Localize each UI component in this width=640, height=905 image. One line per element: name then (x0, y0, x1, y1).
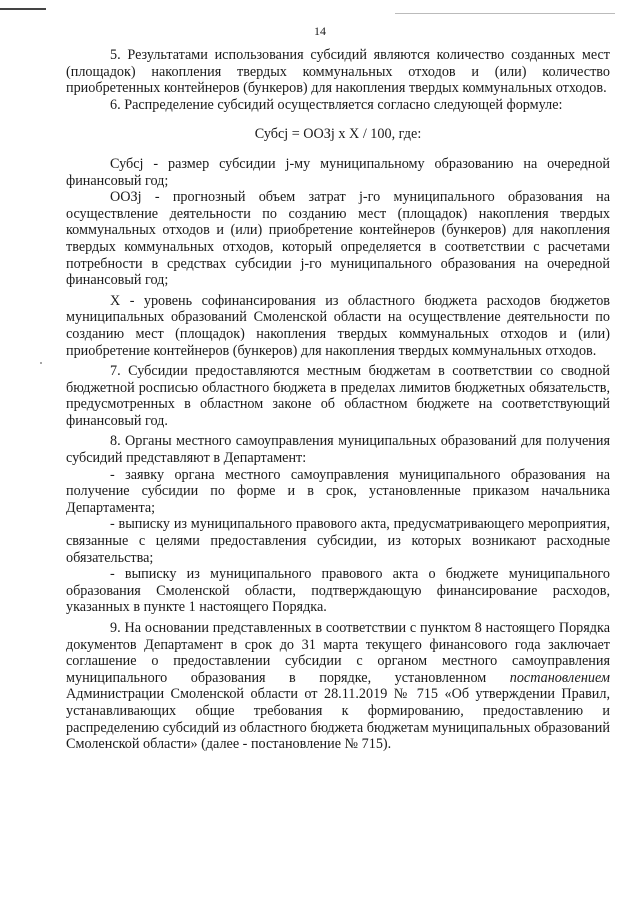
paragraph-8-item-1: - заявку органа местного самоуправления муниципального образования на получение субсидии по форме и в срок, установленные приказом начальника Департамента; (66, 466, 610, 516)
document-body (66, 47, 610, 753)
paragraph-5: 5. Результатами использования субсидий являются количество созданных мест (площадок) накопления твердых коммунальных отходов и (или) количество приобретенных контейнеров (бункеров) для накопления твердых коммунальных отходов. (66, 47, 610, 97)
paragraph-9 (66, 620, 610, 753)
page-number: 14 (314, 24, 326, 38)
definition-subsidy: Субсj - размер субсидии j-му муниципальному образованию на очередной финансовый год; (66, 155, 610, 189)
definition-ooz: ООЗj - прогнозный объем затрат j-го муниципального образования на осуществление деятельности по созданию мест (площадок) накопления твердых коммунальных отходов и (или) приобретение контейнеров (бункеров) для накопления твердых коммунальных отходов, который определяется в соответствии с расчетами потребности в средствах субсидии j-го муниципального образования на очередной финансовый год; (66, 189, 610, 289)
paragraph-6: 6. Распределение субсидий осуществляется согласно следующей формуле: (110, 96, 563, 113)
paragraph-8-item-3: - выписку из муниципального правового акта о бюджете муниципального образования Смоленской области, подтверждающую финансирование расходов, указанных в пункте 1 настоящего Порядка. (66, 566, 610, 616)
paragraph-7: 7. Субсидии предоставляются местным бюджетам в соответствии со сводной бюджетной росписью областного бюджета в пределах лимитов бюджетных обязательств, предусмотренных в областном законе об областном бюджете на соответствующий финансовый год. (66, 363, 610, 429)
paragraph-9-end: Администрации Смоленской области от 28.11.2019 № 715 «Об утверждении Правил, устанавливающих общие требования к формированию, предоставлению и распределению субсидий из областного бюджета бюджетам муниципальных образований Смоленской области» (далее - постановление № 715). (66, 686, 610, 753)
subsidy-formula: Субсj = ООЗj x X / 100, где: (254, 126, 422, 143)
definition-x: X - уровень софинансирования из областного бюджета расходов бюджетов муниципальных образований Смоленской области на осуществление деятельности по созданию мест (площадок) накопления твердых коммунальных отходов и (или) приобретение контейнеров (бункеров) для накопления твердых коммунальных отходов. (66, 292, 610, 359)
paragraph-9-italic-word: постановлением (509, 669, 610, 686)
scan-margin-dot (40, 362, 42, 364)
paragraph-9-start: 9. На основании представленных в соответствии с пунктом 8 настоящего Порядка документов Департамент в срок до 31 марта текущего финансового года заключает соглашение о предоставлении субсидии с органом местного самоуправления муниципального образования в порядке, установленном (66, 620, 610, 686)
paragraph-8-item-2: - выписку из муниципального правового акта, предусматривающего мероприятия, связанные с целями предоставления субсидии, из которых возникают расходные обязательства; (66, 516, 610, 566)
scan-top-line (395, 13, 615, 14)
scan-edge-mark (0, 8, 46, 10)
paragraph-8: 8. Органы местного самоуправления муниципальных образований для получения субсидий представляют в Департамент: (66, 433, 610, 467)
